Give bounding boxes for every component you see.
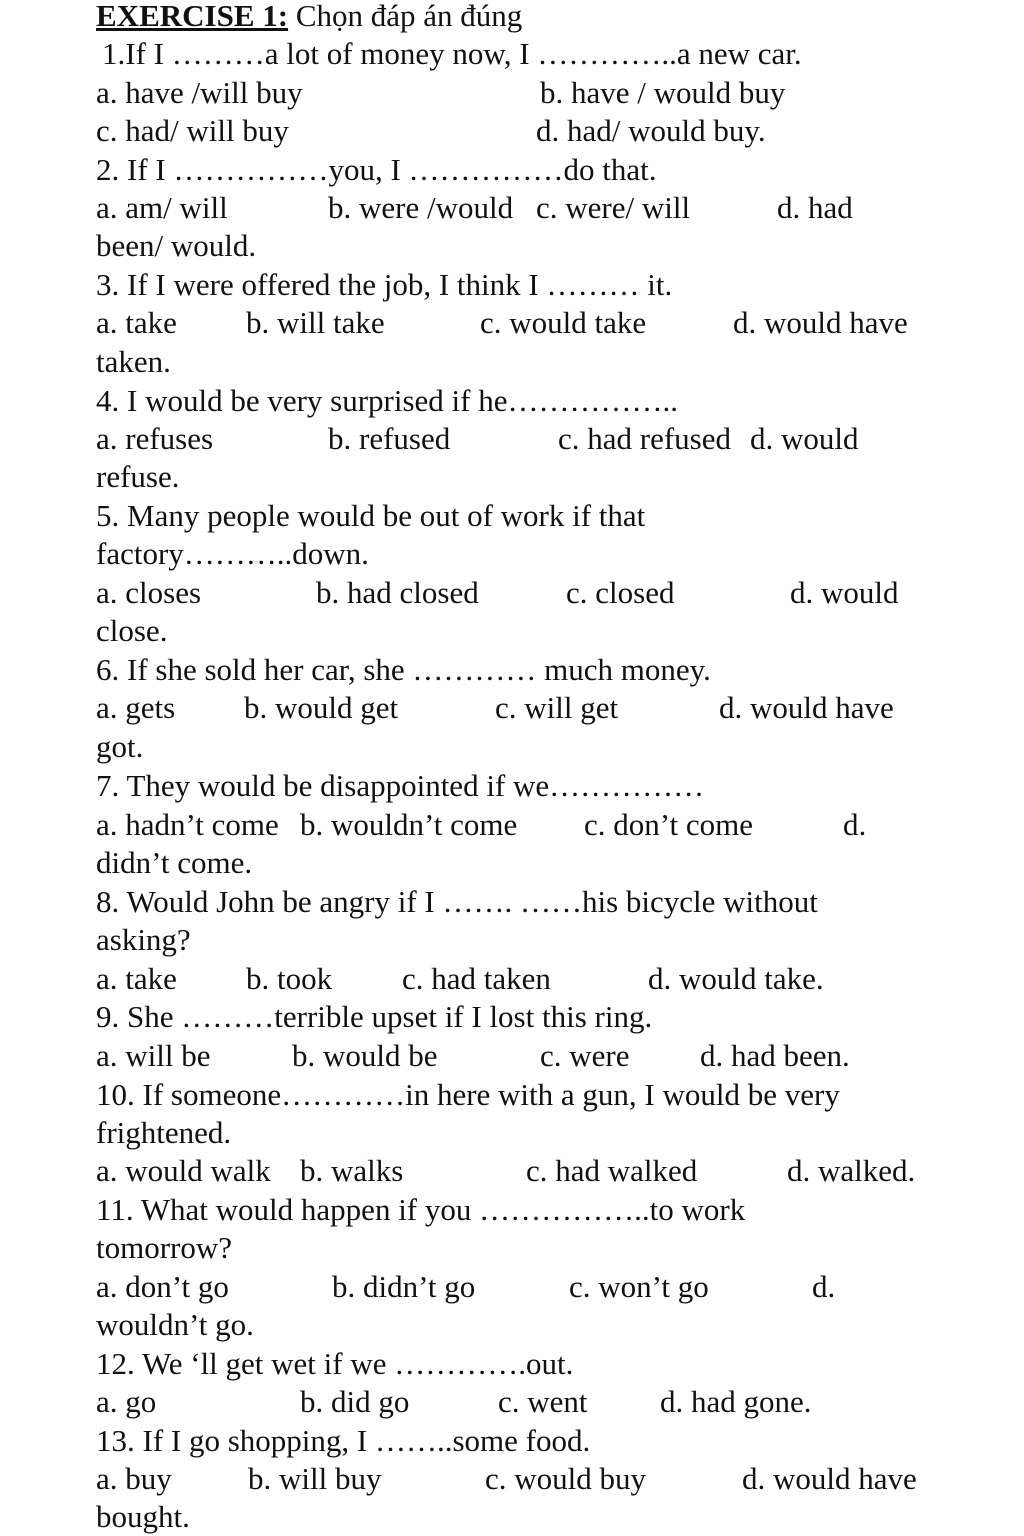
q2-option-a[interactable]: a. am/ will — [96, 190, 228, 225]
q2-option-d-continued: been/ would. — [96, 228, 257, 263]
question-5-stem-continued: factory………..down. — [96, 536, 369, 571]
q9-option-c[interactable]: c. were — [540, 1038, 630, 1073]
q12-option-b[interactable]: b. did go — [300, 1384, 410, 1419]
q3-option-a[interactable]: a. take — [96, 305, 177, 340]
q3-option-d-continued: taken. — [96, 344, 171, 379]
q7-option-b[interactable]: b. wouldn’t come — [300, 807, 518, 842]
q3-option-c[interactable]: c. would take — [480, 305, 647, 340]
q7-option-c[interactable]: c. don’t come — [584, 807, 754, 842]
question-11-stem: 11. What would happen if you ……………..to work — [96, 1192, 746, 1227]
q4-option-a[interactable]: a. refuses — [96, 421, 214, 456]
exercise-title — [96, 0, 522, 35]
q13-option-d-continued: bought. — [96, 1499, 190, 1534]
question-7-stem: 7. They would be disappointed if we…………… — [96, 768, 705, 803]
question-1-stem: 1.If I ………a lot of money now, I …………..a new car. — [102, 36, 802, 71]
q6-option-b[interactable]: b. would get — [244, 690, 399, 725]
q2-option-b[interactable]: b. were /would — [328, 190, 514, 225]
question-11-stem-continued: tomorrow? — [96, 1230, 233, 1265]
question-4-stem: 4. I would be very surprised if he…………….. — [96, 383, 679, 418]
question-8-stem-continued: asking? — [96, 922, 191, 957]
q11-option-b[interactable]: b. didn’t go — [332, 1269, 476, 1304]
q2-option-c[interactable]: c. were/ will — [536, 190, 691, 225]
q9-option-d[interactable]: d. had been. — [700, 1038, 850, 1073]
question-10-stem-continued: frightened. — [96, 1115, 232, 1150]
q8-option-b[interactable]: b. took — [246, 961, 333, 996]
q9-option-b[interactable]: b. would be — [292, 1038, 438, 1073]
q5-option-a[interactable]: a. closes — [96, 575, 202, 610]
q5-option-b[interactable]: b. had closed — [316, 575, 479, 610]
q12-option-a[interactable]: a. go — [96, 1384, 157, 1419]
q1-option-b[interactable]: b. have / would buy — [540, 75, 786, 110]
q6-option-c[interactable]: c. will get — [495, 690, 619, 725]
q13-option-c[interactable]: c. would buy — [485, 1461, 647, 1496]
q13-option-a[interactable]: a. buy — [96, 1461, 172, 1496]
q13-option-b[interactable]: b. will buy — [248, 1461, 382, 1496]
question-3-stem: 3. If I were offered the job, I think I ……… it. — [96, 267, 673, 302]
question-5-stem: 5. Many people would be out of work if that — [96, 498, 646, 533]
question-13-stem: 13. If I go shopping, I ……..some food. — [96, 1423, 591, 1458]
q11-option-c[interactable]: c. won’t go — [569, 1269, 709, 1304]
q10-option-b[interactable]: b. walks — [300, 1153, 404, 1188]
q6-option-a[interactable]: a. gets — [96, 690, 176, 725]
q5-option-d[interactable]: d. would — [790, 575, 899, 610]
q8-option-c[interactable]: c. had taken — [402, 961, 551, 996]
q8-option-d[interactable]: d. would take. — [648, 961, 824, 996]
q1-option-a[interactable]: a. have /will buy — [96, 75, 303, 110]
q6-option-d[interactable]: d. would have — [719, 690, 894, 725]
q5-option-c[interactable]: c. closed — [566, 575, 675, 610]
question-12-stem: 12. We ‘ll get wet if we ………….out. — [96, 1346, 574, 1381]
question-2-stem: 2. If I ……………you, I ……………do that. — [96, 152, 657, 187]
q9-option-a[interactable]: a. will be — [96, 1038, 211, 1073]
question-10-stem: 10. If someone…………in here with a gun, I would be very — [96, 1077, 840, 1112]
q11-option-d-continued: wouldn’t go. — [96, 1307, 254, 1342]
question-8-stem: 8. Would John be angry if I ……. ……his bicycle without — [96, 884, 818, 919]
q7-option-d-continued: didn’t come. — [96, 845, 253, 880]
exercise-instruction: Chọn đáp án đúng — [295, 0, 523, 33]
q12-option-c[interactable]: c. went — [498, 1384, 588, 1419]
question-9-stem: 9. She ………terrible upset if I lost this ring. — [96, 999, 653, 1034]
q10-option-c[interactable]: c. had walked — [526, 1153, 698, 1188]
q1-option-d[interactable]: d. had/ would buy. — [536, 113, 766, 148]
q7-option-a[interactable]: a. hadn’t come — [96, 807, 279, 842]
question-6-stem: 6. If she sold her car, she ………… much money. — [96, 652, 711, 687]
exercise-label: EXERCISE 1: — [96, 0, 289, 33]
q4-option-d-continued: refuse. — [96, 459, 180, 494]
q2-option-d[interactable]: d. had — [777, 190, 853, 225]
q5-option-d-continued: close. — [96, 613, 168, 648]
q11-option-d[interactable]: d. — [812, 1269, 836, 1304]
q13-option-d[interactable]: d. would have — [742, 1461, 917, 1496]
q8-option-a[interactable]: a. take — [96, 961, 177, 996]
q10-option-a[interactable]: a. would walk — [96, 1153, 271, 1188]
q10-option-d[interactable]: d. walked. — [787, 1153, 916, 1188]
q3-option-b[interactable]: b. will take — [246, 305, 385, 340]
q6-option-d-continued: got. — [96, 729, 144, 764]
q4-option-d[interactable]: d. would — [750, 421, 859, 456]
q3-option-d[interactable]: d. would have — [733, 305, 908, 340]
q4-option-b[interactable]: b. refused — [328, 421, 451, 456]
q12-option-d[interactable]: d. had gone. — [660, 1384, 812, 1419]
q11-option-a[interactable]: a. don’t go — [96, 1269, 229, 1304]
q7-option-d[interactable]: d. — [843, 807, 867, 842]
q4-option-c[interactable]: c. had refused — [558, 421, 731, 456]
q1-option-c[interactable]: c. had/ will buy — [96, 113, 289, 148]
